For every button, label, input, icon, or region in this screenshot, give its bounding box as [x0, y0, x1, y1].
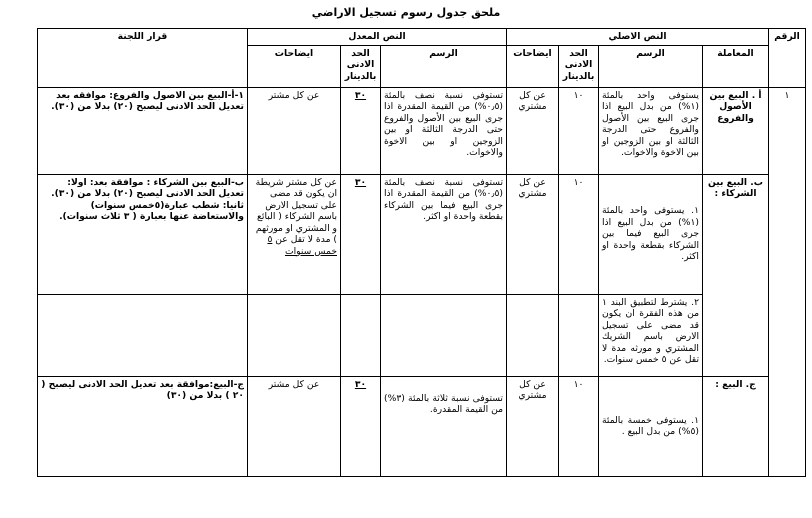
original-min-cell: ١٠: [559, 376, 599, 476]
amended-min-cell: ٣٠: [341, 87, 381, 174]
amended-notes-cell: عن كل مشتر: [248, 376, 341, 476]
header-amended-notes: ايضاحات: [248, 45, 341, 87]
original-fee-cell-2: ٢. يشترط لتطبيق البند ١ من هذه الفقرة ان يكون قد مضى على تسجيل الارض باسم الشريك المشتري و مورثه مدة لا تقل عن ٥ خمس سنوات.: [599, 294, 703, 376]
original-fee-cell: ١. يستوفى واحد بالمئة (١%) من بدل البيع اذا جرى البيع فيما بين الشركاء بقطعة واحدة او اكثر.: [599, 174, 703, 294]
header-amended-min: الحد الادنى بالدينار: [341, 45, 381, 87]
amended-min-cell: ٣٠: [341, 174, 381, 294]
amended-min-cell: ٣٠: [341, 376, 381, 476]
amended-notes-cell: عن كل مشتر: [248, 87, 341, 174]
amended-fee-cell-empty: [381, 294, 507, 376]
header-original-min: الحد الادنى بالدينار: [559, 45, 599, 87]
decision-cell: ب-البيع بين الشركاء : موافقة بعد: اولا: تعديل الحد الادنى ليصبح (٢٠) بدلا من (٣٠). ثانيا: شطب عبارة(٥خمس سنوات) والاستعاضة عنها بعبارة ( ٣ ثلاث سنوات).: [38, 174, 248, 294]
header-original-fee: الرسم: [599, 45, 703, 87]
original-notes-cell: عن كل مشتري: [507, 174, 559, 294]
decision-cell-empty: [38, 294, 248, 376]
header-original-text: النص الاصلي: [507, 29, 769, 46]
amended-notes-text: عن كل مشتر شريطة ان يكون قد مضى على تسجيل الارض باسم الشركاء ( البائع و المشتري او مورثهم ) مدة لا تقل عن: [255, 176, 337, 245]
table-row: [38, 376, 806, 476]
header-transaction: المعاملة: [703, 45, 769, 87]
transaction-cell: ب. البيع بين الشركاء :: [703, 174, 769, 376]
row-number: ١: [769, 87, 806, 477]
original-notes-cell-empty: [507, 294, 559, 376]
amended-fee-cell: تستوفى نسبة نصف بالمئة (٠٫٥%) من القيمة المقدرة اذا جرى البيع بين الأصول والفروع حتى الدرجة الثالثة او بين الزوجين او بين الاخوة والاخوات.: [381, 87, 507, 174]
original-min-cell-empty: [559, 294, 599, 376]
header-committee-decision: قرار اللجنة: [38, 29, 248, 88]
decision-cell: ج-البيع:موافقة بعد تعديل الحد الادنى ليصبح ( ٢٠ ) بدلا من (٣٠): [38, 376, 248, 476]
table-row: [38, 294, 806, 376]
transaction-cell: ج. البيع :: [703, 376, 769, 476]
header-original-notes: ايضاحات: [507, 45, 559, 87]
header-row-number: الرقم: [769, 29, 806, 88]
amended-fee-cell: تستوفى نسبة ثلاثة بالمئة (٣%) من القيمة المقدرة.: [381, 376, 507, 476]
original-fee-cell: يستوفى واحد بالمئة (١%) من بدل البيع اذا جرى البيع بين الأصول والفروع حتى الدرجة الثالثة او بين الزوجين او بين الاخوة والاخوات.: [599, 87, 703, 174]
amended-fee-cell: تستوفى نسبة نصف بالمئة (٠٫٥%) من القيمة المقدرة اذا جرى البيع فيما بين الشركاء بقطعة واحدة او اكثر.: [381, 174, 507, 294]
header-amended-fee: الرسم: [381, 45, 507, 87]
table-row: [38, 87, 806, 174]
decision-cell: ١-أ-البيع بين الاصول والفروع: موافقه بعد تعديل الحد الادنى ليصبح (٢٠) بدلا من (٣٠).: [38, 87, 248, 174]
amended-notes-cell-empty: [248, 294, 341, 376]
fees-table: [37, 28, 806, 477]
transaction-cell: أ . البيع بين الأصول والفروع: [703, 87, 769, 174]
amended-notes-period: ٥ خمس سنوات: [267, 234, 337, 257]
table-row: [38, 174, 806, 294]
original-fee-cell: ١. يستوفى خمسة بالمئة (٥%) من بدل البيع .: [599, 376, 703, 476]
original-notes-cell: عن كل مشتري: [507, 87, 559, 174]
original-notes-cell: عن كل مشتري: [507, 376, 559, 476]
original-min-cell: ١٠: [559, 87, 599, 174]
header-amended-text: النص المعدل: [248, 29, 507, 46]
original-min-cell: ١٠: [559, 174, 599, 294]
amended-notes-cell: [248, 174, 341, 294]
amended-min-cell-empty: [341, 294, 381, 376]
document-title: ملحق جدول رسوم تسجيل الاراضي: [311, 6, 501, 19]
